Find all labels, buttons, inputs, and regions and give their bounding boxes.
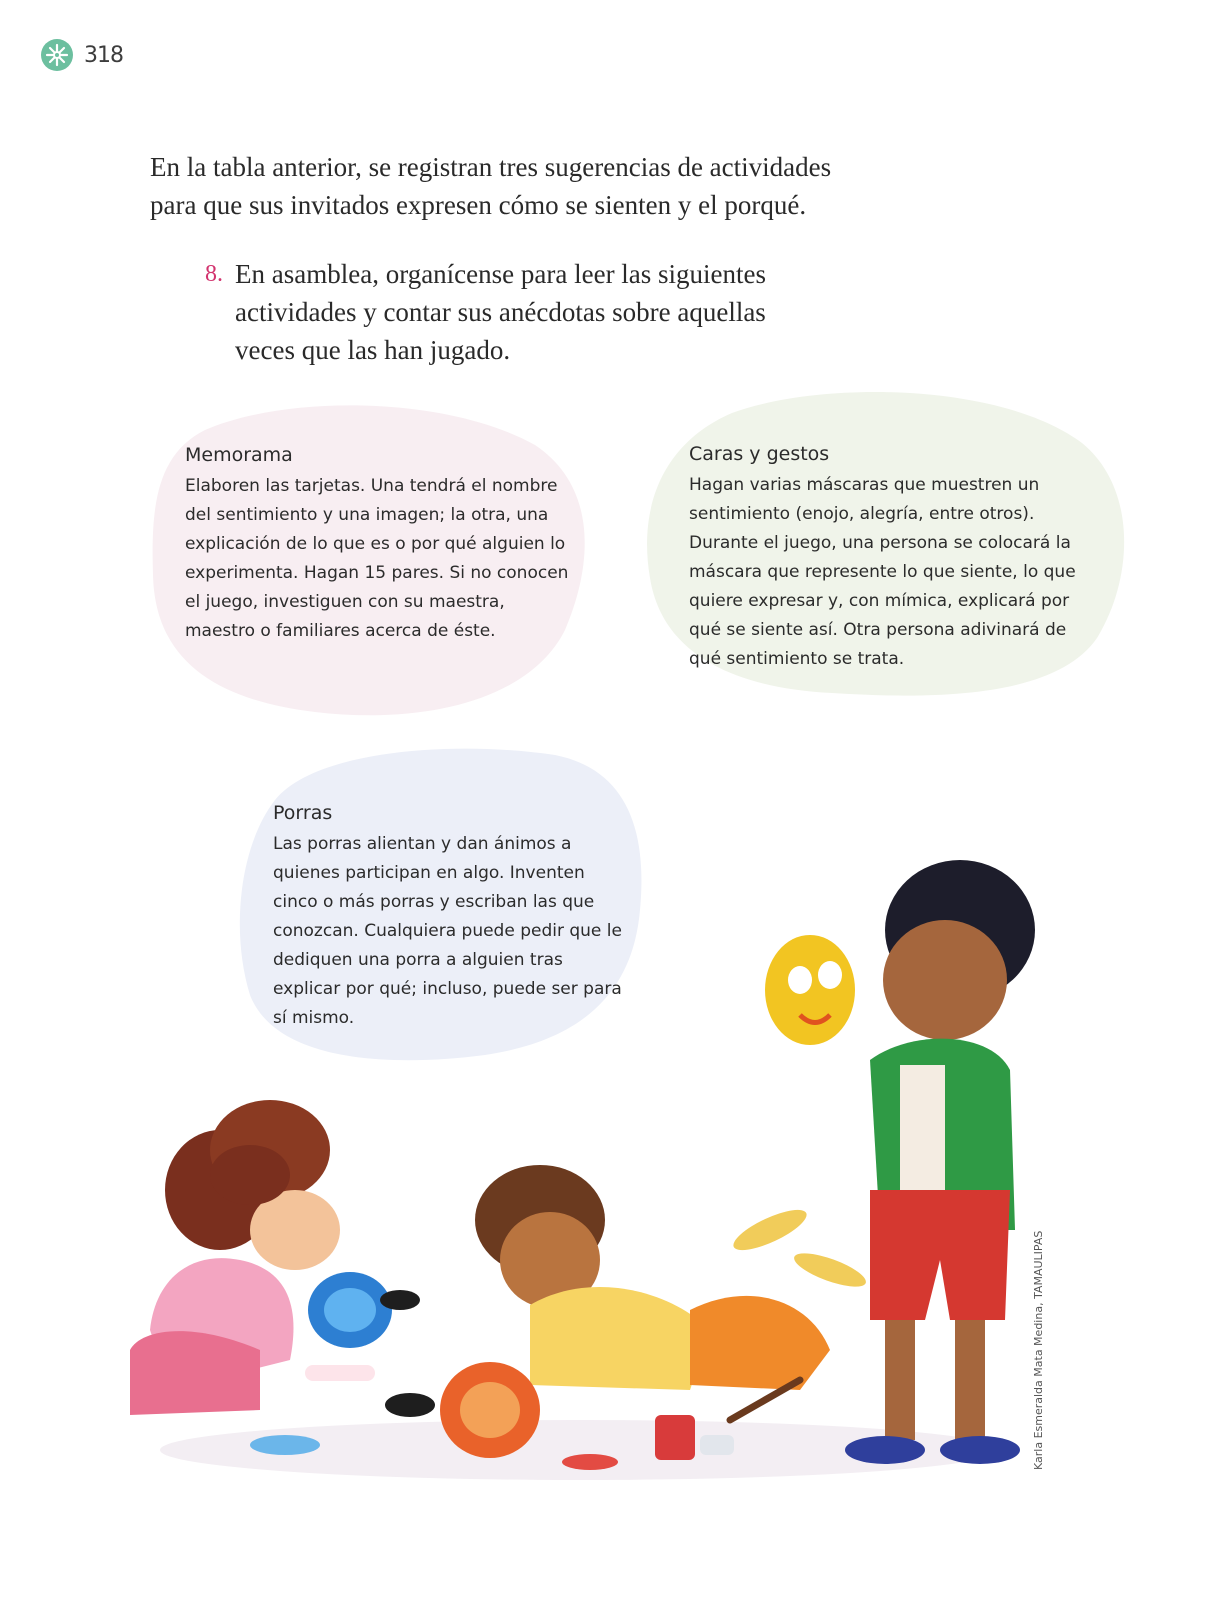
caras-content: [689, 443, 1099, 674]
porras-title: Porras: [273, 802, 333, 824]
illustration-credit: Karla Esmeralda Mata Medina, TAMAULIPAS: [1032, 1230, 1045, 1470]
memorama-bubble: [145, 400, 590, 720]
page-number: 318: [84, 42, 123, 68]
instruction-number: 8.: [205, 261, 223, 287]
children-making-masks-illustration: [110, 830, 1070, 1510]
intro-paragraph: En la tabla anterior, se registran tres sugerencias de actividades para que sus invitados expresen cómo se sienten y el porqué.: [150, 152, 832, 220]
instruction-item: [205, 255, 805, 369]
instruction-text: En asamblea, organícense para leer las siguientes actividades y contar sus anécdotas sobre aquellas veces que las han jugado.: [235, 259, 767, 365]
caras-text: Hagan varias máscaras que muestren un sentimiento (enojo, alegría, entre otros). Durante el juego, una persona se colocará la máscara que represente lo que siente, lo que quiere expresar y, con mímica, explicará por qué se siente así. Otra persona adivinará de qué sentimiento se trata.: [689, 475, 1076, 669]
caras-title: Caras y gestos: [689, 443, 830, 465]
caras-y-gestos-bubble: [642, 388, 1132, 703]
memorama-content: [185, 444, 570, 646]
memorama-title: Memorama: [185, 444, 293, 466]
girl-with-orange-mask: [440, 1165, 869, 1460]
girl-with-blue-mask: [130, 1100, 435, 1417]
memorama-text: Elaboren las tarjetas. Una tendrá el nombre del sentimiento y una imagen; la otra, una explicación de lo que es o por qué alguien lo experimenta. Hagan 15 pares. Si no conocen el juego, investiguen con su maestra, maestro o familiares acerca de éste.: [185, 476, 569, 641]
flower-icon: [40, 38, 74, 72]
page-header: [40, 38, 123, 72]
porras-text: Las porras alientan y dan ánimos a quienes participan en algo. Inventen cinco o más porras y escriban las que conozcan. Cualquiera puede pedir que le dediquen una porra a alguien tras explicar por qué; incluso, puede ser para sí mismo.: [273, 834, 622, 1028]
